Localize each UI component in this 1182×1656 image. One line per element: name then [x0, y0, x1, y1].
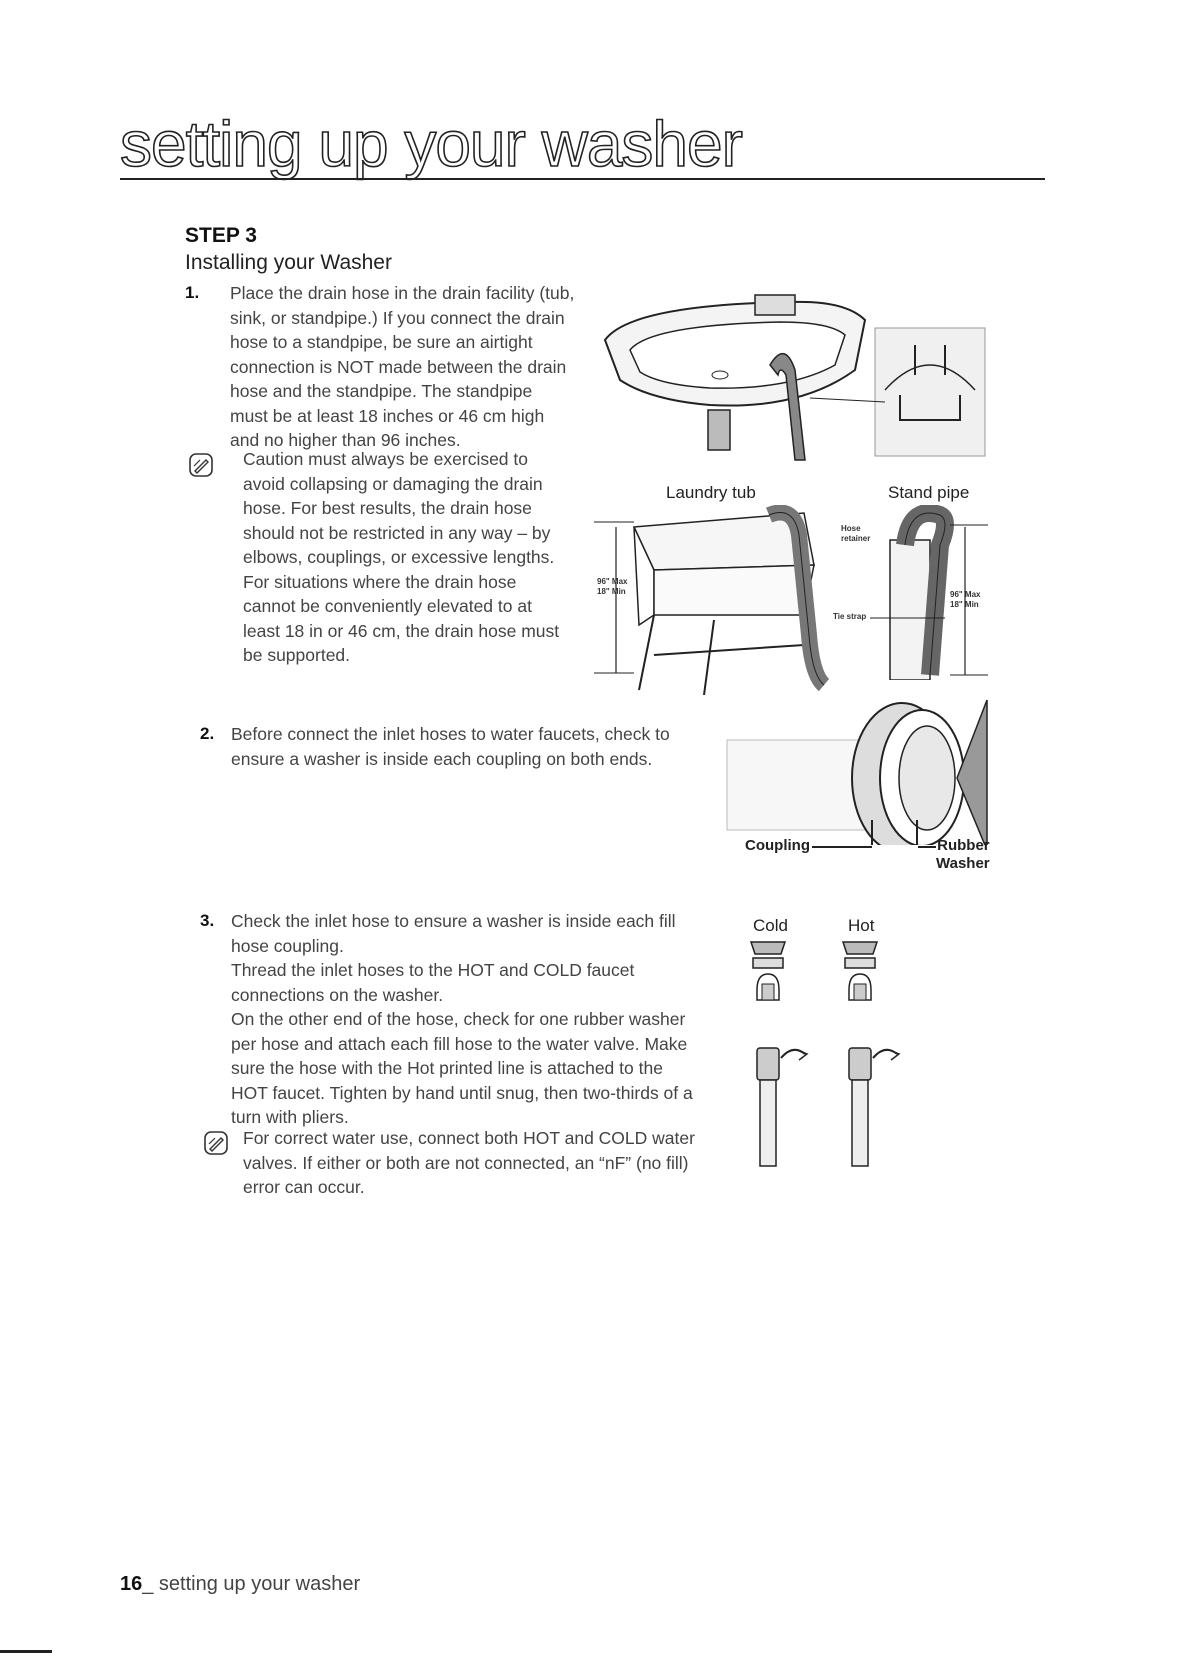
caution-note: Caution must always be exercised to avoid collapsing or damaging the drain hose. For best results, the drain hose should not be restricted in any way – by elbows, couplings, or excessive lengths. For situations where the drain hose cannot be conveniently elevated to at least 18 in or 46 cm, the drain hose must be supported.: [243, 449, 560, 665]
cold-label: Cold: [753, 916, 788, 935]
washer-leader-line: [918, 846, 936, 848]
page-footer: [120, 1573, 360, 1596]
rubber-washer-label: Rubber Washer: [936, 837, 990, 872]
step-subtitle: Installing your Washer: [185, 251, 392, 274]
pipe-height-label: 96" Max 18" Min: [950, 590, 981, 609]
instruction-3: Check the inlet hose to ensure a washer is inside each fill hose coupling. Thread the inlet hoses to the HOT and COLD faucet connections on the washer. On the other end of the hose, check for one rubber washer per hose and attach each fill hose to the water valve. Make sure the hose with the Hot printed line is attached to the HOT faucet. Tighten by hand until snug, then two-thirds of a turn with pliers.: [231, 911, 693, 1127]
coupling-leader-line: [812, 846, 872, 848]
hose-retainer-label: Hose retainer: [841, 524, 871, 543]
page-title: setting up your washer: [120, 108, 742, 180]
sink-illustration: [590, 280, 990, 470]
step-number-1: 1.: [185, 283, 200, 302]
step-number-2: 2.: [200, 724, 215, 743]
page-number: 16: [120, 1573, 143, 1595]
instruction-2: Before connect the inlet hoses to water faucets, check to ensure a washer is inside each coupling on both ends.: [231, 724, 670, 769]
laundry-tub-label: Laundry tub: [666, 483, 756, 502]
bottom-divider: [0, 1650, 52, 1653]
inlet-hose-illustration: [745, 940, 925, 1170]
coupling-label: Coupling: [745, 837, 810, 854]
stand-pipe-label: Stand pipe: [888, 483, 970, 502]
tub-height-label: 96" Max 18" Min: [597, 577, 628, 596]
water-valve-note: For correct water use, connect both HOT and COLD water valves. If either or both are not connected, an “nF” (no fill) error can occur.: [243, 1128, 695, 1197]
hot-label: Hot: [848, 916, 875, 935]
step-label: STEP 3: [185, 224, 257, 247]
title-divider: [120, 178, 1045, 180]
footer-text: _ setting up your washer: [142, 1573, 361, 1595]
coupling-illustration: [722, 660, 992, 845]
step-number-3: 3.: [200, 911, 215, 930]
note-icon: [188, 452, 214, 478]
note-icon: [203, 1130, 229, 1156]
tie-strap-label: Tie strap: [833, 612, 867, 621]
instruction-1: Place the drain hose in the drain facility (tub, sink, or standpipe.) If you connect the drain hose to a standpipe, be sure an airtight connection is NOT made between the drain hose and the standpipe. The standpipe must be at least 18 inches or 46 cm high and no higher than 96 inches.: [230, 283, 575, 450]
